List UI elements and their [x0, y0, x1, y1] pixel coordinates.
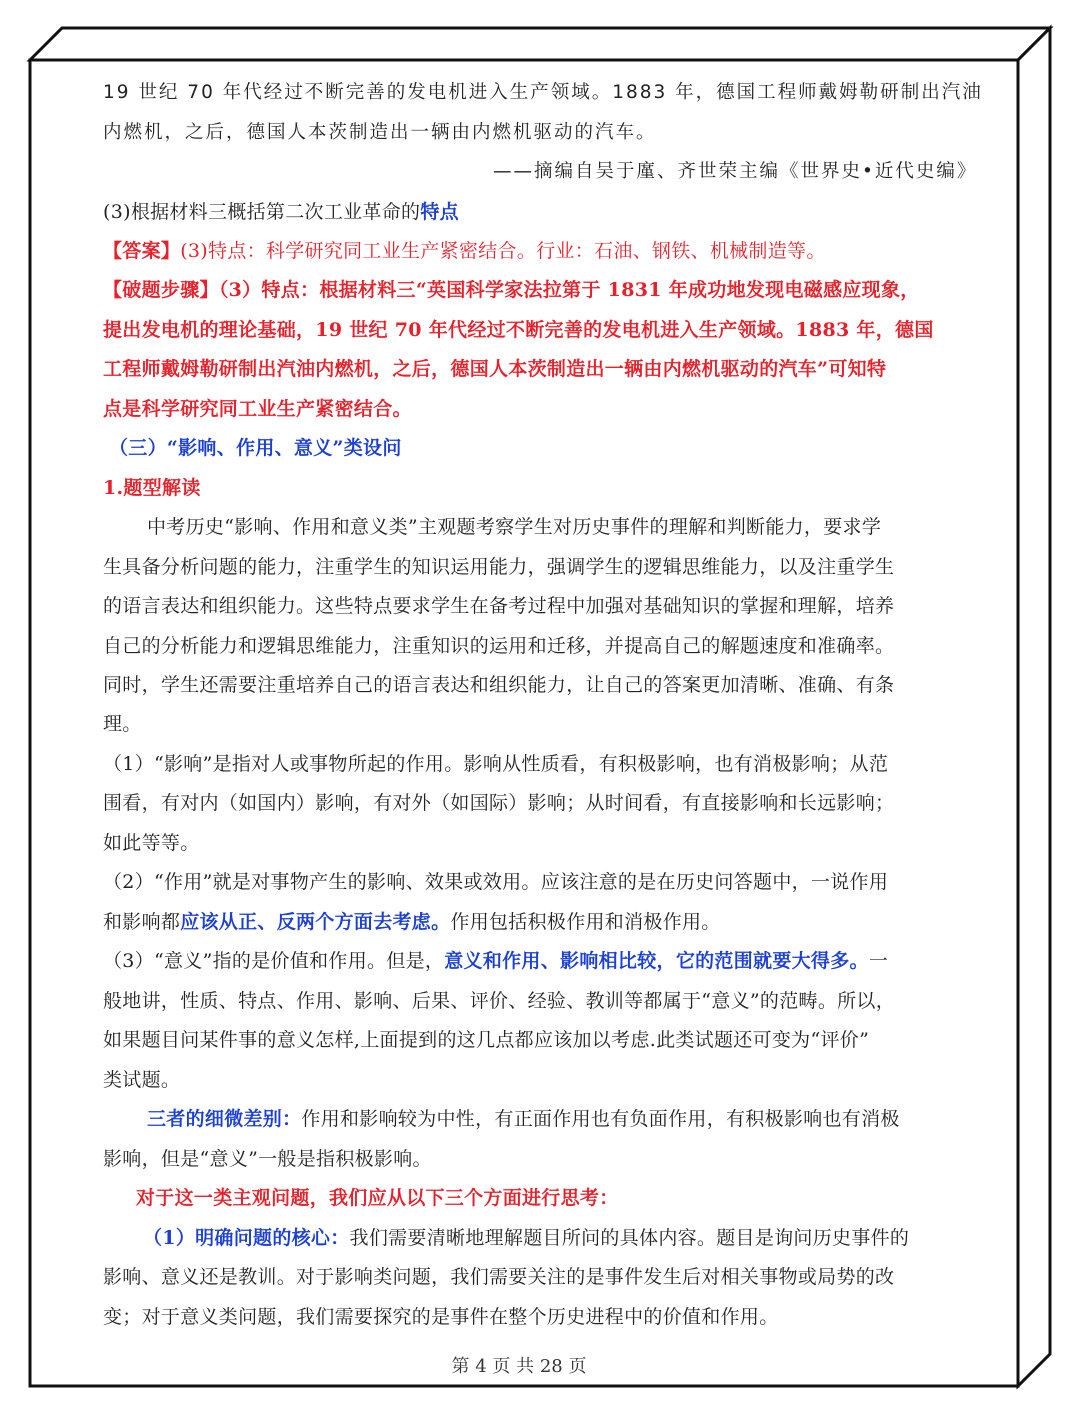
question-3 [103, 197, 459, 224]
point2-line-2: 和影响都应该从正、反两个方面去考虑。作用包括积极作用和消极作用。 [103, 911, 721, 933]
intro-line: 理。 [103, 713, 142, 735]
question-keyword: 特点 [420, 201, 459, 223]
point3-line-3: 如果题目问某件事的意义怎样,上面提到的这几点都应该加以考虑.此类试题还可变为“评价” [103, 1029, 870, 1051]
point3-line-2: 般地讲，性质、特点、作用、影响、后果、评价、经验、教训等都属于“意义”的范畴。所以， [103, 990, 896, 1012]
answer-text: (3)特点：科学研究同工业生产紧密结合。行业：石油、钢铁、机械制造等。 [180, 240, 826, 262]
analysis-line-2: 提出发电机的理论基础，19 世纪 70 年代经过不断完善的发电机进入生产领域。1883 年，德国 [103, 319, 934, 341]
analysis-tag: 【破题步骤】 [103, 279, 219, 301]
analysis-line-1: 【破题步骤】（3）特点：根据材料三“英国科学家法拉第于 1831 年成功地发现电磁感应现象， [103, 279, 920, 301]
approach-heading: 对于这一类主观问题，我们应从以下三个方面进行思考： [136, 1187, 619, 1209]
intro-line: 自己的分析能力和逻辑思维能力，注重知识的运用和迁移，并提高自己的解题速度和准确率。 [103, 635, 895, 657]
intro-line: 的语言表达和组织能力。这些特点要求学生在备考过程中加强对基础知识的掌握和理解，培养 [103, 595, 895, 617]
page-footer: 第 4 页 共 28 页 [451, 1356, 587, 1377]
answer-tag: 【答案】 [103, 240, 181, 262]
analysis-line-4: 点是科学研究同工业生产紧密结合。 [103, 398, 412, 420]
section-heading: （三）“影响、作用、意义”类设问 [109, 437, 402, 459]
point3-line-4: 类试题。 [103, 1069, 181, 1091]
answer-line [103, 236, 826, 263]
intro-line: 同时，学生还需要注重培养自己的语言表达和组织能力，让自己的答案更加清晰、准确、有条 [103, 674, 895, 696]
material-line-2: 内燃机，之后，德国人本茨制造出一辆由内燃机驱动的汽车。 [103, 122, 657, 143]
section-subheading: 1.题型解读 [103, 477, 201, 499]
material-line-1: 19 世纪 70 年代经过不断完善的发电机进入生产领域。1883 年，德国工程师戴姆勒研制出汽油 [103, 82, 983, 103]
point2-line-1: （2）“作用”就是对事物产生的影响、效果或效用。应该注意的是在历史问答题中，一说作用 [103, 871, 889, 893]
point3-emphasis: 意义和作用、影响相比较，它的范围就要大得多。 [444, 950, 869, 972]
question-prefix: (3)根据材料三概括第二次工业革命的 [103, 201, 421, 223]
diff-line-1: 三者的细微差别：作用和影响较为中性，有正面作用也有负面作用，有积极影响也有消极 [147, 1108, 900, 1130]
point1-line: （1）“影响”是指对人或事物所起的作用。影响从性质看，有积极影响，也有消极影响；从范 [103, 753, 889, 775]
approach-line-2: 影响、意义还是教训。对于影响类问题，我们需要关注的是事件发生后对相关事物或局势的改 [103, 1266, 895, 1288]
point1-line: 围看，有对内（如国内）影响，有对外（如国际）影响；从时间看，有直接影响和长远影响； [103, 792, 895, 814]
diff-line-2: 影响，但是“意义”一般是指积极影响。 [103, 1148, 432, 1170]
analysis-line-3: 工程师戴姆勒研制出汽油内燃机，之后，德国人本茨制造出一辆由内燃机驱动的汽车”可知特 [103, 358, 887, 380]
point3-line-1: （3）“意义”指的是价值和作用。但是，意义和作用、影响相比较，它的范围就要大得多。一 [103, 950, 889, 972]
approach-line-3: 变；对于意义类问题，我们需要探究的是事件在整个历史进程中的价值和作用。 [103, 1306, 779, 1328]
approach-line-1: （1）明确问题的核心：我们需要清晰地理解题目所问的具体内容。题目是询问历史事件的 [143, 1227, 910, 1249]
diff-label: 三者的细微差别： [147, 1108, 302, 1130]
document-page [103, 62, 983, 1380]
point1-line: 如此等等。 [103, 832, 200, 854]
point2-emphasis: 应该从正、反两个方面去考虑。 [180, 911, 451, 933]
intro-line: 中考历史“影响、作用和意义类”主观题考察学生对历史事件的理解和判断能力，要求学 [147, 516, 882, 538]
material-source: ——摘编自吴于廑、齐世荣主编《世界史•近代史编》 [493, 161, 978, 182]
intro-line: 生具备分析问题的能力，注重学生的知识运用能力，强调学生的逻辑思维能力，以及注重学生 [103, 556, 895, 578]
approach-label: （1）明确问题的核心： [143, 1227, 350, 1249]
